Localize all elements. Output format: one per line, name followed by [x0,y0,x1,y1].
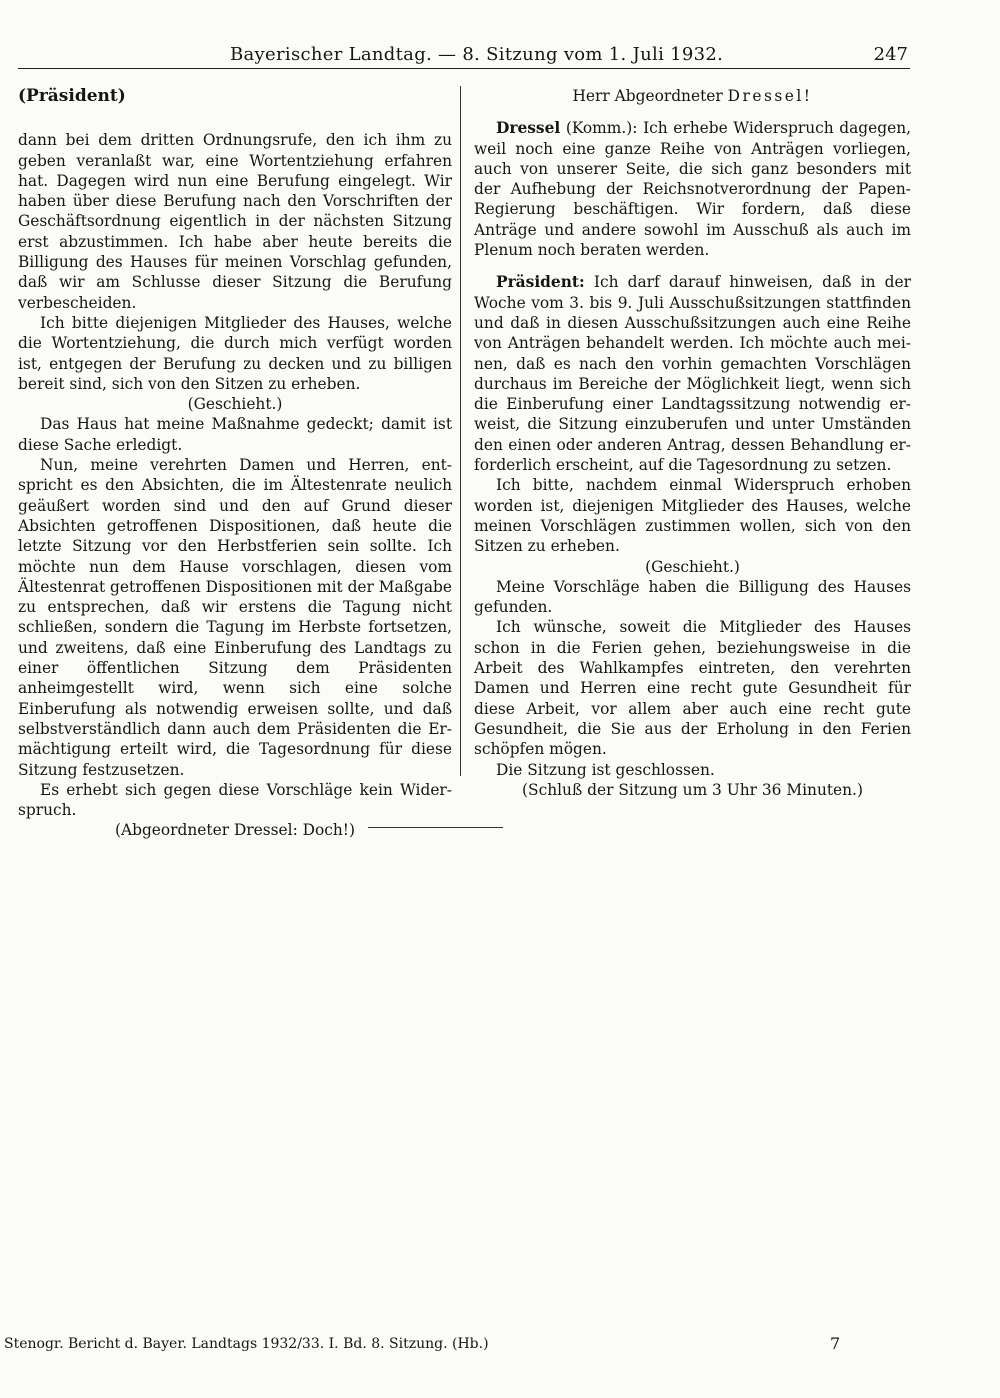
left-column [18,86,452,841]
paragraph: Ich bitte, nachdem einmal Widerspruch erhoben worden ist, diejenigen Mitglieder des Hauses, welche meinen Vorschlägen zustimmen wollen, sich von den Sitzen zu erheben. [474,476,911,556]
column-divider [460,86,461,776]
call-name: Dressel! [727,87,813,105]
paragraph: Die Sitzung ist geschlossen. [496,760,715,779]
speaker-party: (Komm.): [565,119,638,138]
paragraph: Das Haus hat meine Maßnahme gedeckt; damit ist diese Sache erledigt. [18,415,452,454]
end-rule [368,827,503,828]
paragraph: Ich wünsche, soweit die Mitglieder des Hauses schon in die Ferien gehen, beziehungsweise in die Arbeit des Wahlkampfes eintreten, den verehrten Damen und Herren eine recht gute Gesundheit für diese Arbeit, vor allem aber auch eine recht gute Gesundheit, die Sie aus der Erholung in den Ferien schöpfen mögen. [474,618,911,759]
speaker-name: Präsident: [496,273,585,292]
speaker-name: Dressel [496,119,561,138]
call-to-order [474,86,911,106]
speech-text: Ich darf darauf hinweisen, daß in der Woche vom 3. bis 9. Juli Ausschußsitzungen stattfinden und daß in diesen Ausschußsitzungen auch eine Reihe von Anträgen behandelt werden. Ich möchte auch meinen, daß es nach den vorhin gemachten Vorschlägen durchaus im Bereiche der Möglichkeit liegt, wenn sich die Einberufung einer Landtagssitzung notwendig erweist, die Sitzung einzuberufen und unter Umständen den einen oder anderen Antrag, dessen Behandlung erforderlich erscheint, auf die Tagesordnung zu setzen. [474,273,911,475]
right-column [474,86,911,800]
paragraph [474,118,911,260]
sheet-number: 7 [830,1334,841,1353]
paragraph: dann bei dem dritten Ordnungsrufe, den ich ihm zu geben veranlaßt war, eine Wortentziehung erfahren hat. Dagegen wird nun eine Berufung eingelegt. Wir haben über diese Berufung nach den Vorschriften der Geschäftsordnung eigentlich in der nächsten Sitzung erst abzustimmen. Ich habe aber heute bereits die Billigung des Hauses für meinen Vorschlag gefunden, daß wir am Schlusse dieser Sitzung die Berufung verbescheiden. [18,131,452,312]
header-rule [18,68,910,69]
closing-note: (Schluß der Sitzung um 3 Uhr 36 Minuten.) [522,780,863,799]
stage-direction: (Geschieht.) [187,395,283,414]
paragraph: Meine Vorschläge haben die Billigung des Hauses gefunden. [474,577,911,617]
stage-direction: (Geschieht.) [645,557,740,576]
paragraph [474,272,911,475]
speaker-header: (Präsident) [18,86,126,106]
call-text: Herr Abgeordneter [572,87,723,105]
paragraph: Ich bitte diejenigen Mitglieder des Hauses, welche die Wortentziehung, die durch mich verfügt worden ist, entgegen der Berufung zu decken und zu billigen bereit sind, sich von den Sitzen zu erheben. [18,313,452,393]
footer-signature-line: Stenogr. Bericht d. Bayer. Landtags 1932/33. I. Bd. 8. Sitzung. (Hb.) [4,1336,489,1352]
running-header-title: Bayerischer Landtag. — 8. Sitzung vom 1. Juli 1932. [230,44,724,65]
paragraph: Nun, meine verehrten Damen und Herren, entspricht es den Absichten, die im Ältestenrate neulich geäußert worden sind und den auf Grund dieser Absichten getroffenen Dispositionen, daß heute die letzte Sitzung vor den Herbstferien sein sollte. Ich möchte nun dem Hause vorschlagen, diesen vom Ältestenrat getroffenen Dispositionen mit der Maßgabe zu entsprechen, daß wir erstens die Tagung nicht schließen, sondern die Tagung im Herbste fortsetzen, und zweitens, daß eine Einberufung des Landtags zu einer öffentlichen Sitzung dem Präsidenten anheimgestellt wird, wenn sich eine solche Einberufung als notwendig erweisen sollte, und daß selbstverständlich dann auch dem Präsidenten die Ermächtigung erteilt wird, die Tagesordnung für diese Sitzung festzusetzen. [18,456,452,779]
page-number: 247 [873,44,908,65]
speech-text: Ich erhebe Widerspruch dagegen, weil noch eine ganze Reihe von Anträgen vorliegen, auch von unserer Seite, die sich ganz besonders mit der Aufhebung der Reichsnotverordnung der Papen-Regierung beschäftigen. Wir fordern, daß diese Anträge und andere sowohl im Ausschuß als auch im Plenum noch beraten werden. [474,119,911,260]
interjection: (Abgeordneter Dressel: Doch!) [114,821,355,840]
paragraph: Es erhebt sich gegen diese Vorschläge kein Widerspruch. [18,780,452,820]
